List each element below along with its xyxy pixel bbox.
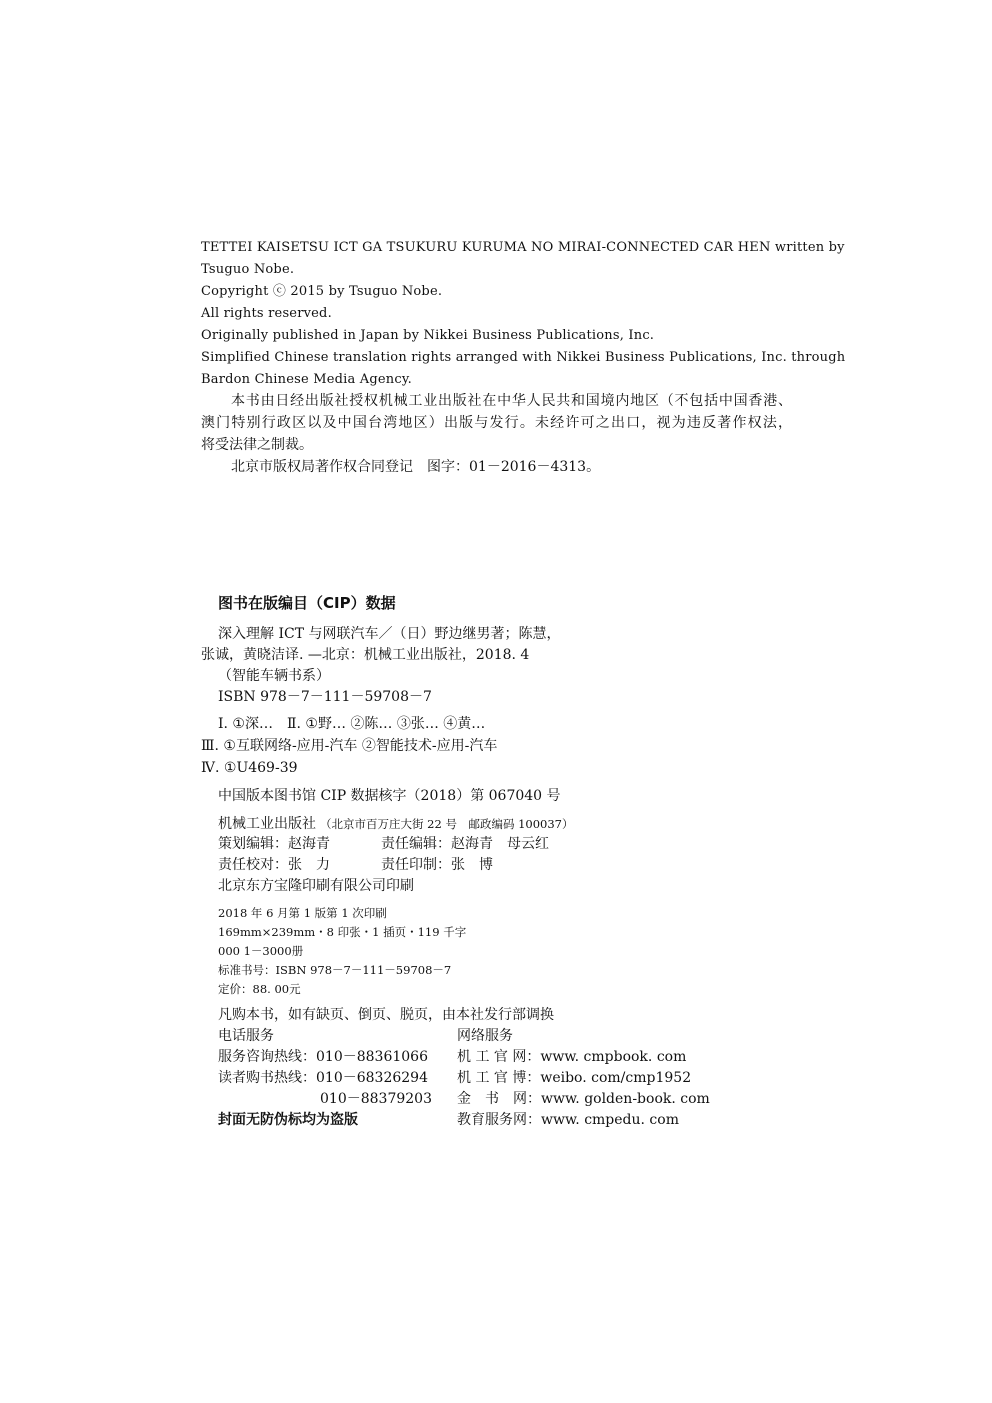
- official-website-link[interactable]: 机 工 官 网：www. cmpbook. com: [457, 1049, 687, 1065]
- license-notice-line-1: 本书由日经出版社授权机械工业出版社在中华人民共和国境内地区（不包括中国香港、: [231, 393, 792, 409]
- printer-name: 北京东方宝隆印刷有限公司印刷: [218, 878, 414, 894]
- cip-line-7: Ⅳ. ①U469-39: [201, 760, 298, 776]
- publisher-address: （北京市百万庄大街 22 号 邮政编码 100037）: [320, 817, 574, 831]
- standard-isbn: 标准书号：ISBN 978－7－111－59708－7: [218, 963, 452, 977]
- cip-data-number: 中国版本图书馆 CIP 数据核字（2018）第 067040 号: [218, 788, 561, 804]
- rights-reserved-line: All rights reserved.: [201, 306, 332, 321]
- contract-registration-line: 北京市版权局著作权合同登记 图字：01－2016－4313。: [231, 459, 601, 475]
- price: 定价：88. 00元: [218, 982, 301, 996]
- golden-book-link[interactable]: 金 书 网：www. golden-book. com: [457, 1091, 710, 1107]
- cip-isbn-line: ISBN 978－7－111－59708－7: [218, 689, 432, 705]
- purchase-hotline: 读者购书热线：010－68326294: [218, 1070, 428, 1086]
- replacement-notice: 凡购本书，如有缺页、倒页、脱页，由本社发行部调换: [218, 1007, 554, 1023]
- publisher-name: 机械工业出版社: [218, 816, 316, 832]
- agency-line: Bardon Chinese Media Agency.: [201, 372, 412, 387]
- translation-rights-line: Simplified Chinese translation rights arranged with Nikkei Business Publications, Inc. through: [201, 350, 846, 365]
- service-hotline: 服务咨询热线：010－88361066: [218, 1049, 428, 1065]
- cip-line-3: （智能车辆书系）: [218, 668, 330, 684]
- printing-supervisor: 责任印制：张 博: [381, 857, 493, 873]
- rights-line-2: Tsuguo Nobe.: [201, 262, 295, 277]
- cip-line-5: Ⅰ. ①深… Ⅱ. ①野… ②陈… ③张… ④黄…: [218, 716, 486, 732]
- cip-line-6: Ⅲ. ①互联网络-应用-汽车 ②智能技术-应用-汽车: [201, 738, 498, 754]
- responsible-editor: 责任编辑：赵海青 母云红: [381, 836, 549, 852]
- original-publisher-line: Originally published in Japan by Nikkei Business Publications, Inc.: [201, 328, 655, 343]
- copyright-line: Copyright ⓒ 2015 by Tsuguo Nobe.: [201, 284, 443, 299]
- purchase-hotline-2: 010－88379203: [320, 1091, 432, 1107]
- education-service-link[interactable]: 教育服务网：www. cmpedu. com: [457, 1112, 679, 1128]
- edition-info: 2018 年 6 月第 1 版第 1 次印刷: [218, 906, 387, 920]
- license-notice-line-3: 将受法律之制裁。: [201, 437, 313, 453]
- anti-counterfeit-notice: 封面无防伪标均为盗版: [218, 1112, 358, 1128]
- rights-line-1: TETTEI KAISETSU ICT GA TSUKURU KURUMA NO MIRAI-CONNECTED CAR HEN written by: [201, 240, 845, 255]
- license-notice-line-2: 澳门特别行政区以及中国台湾地区）出版与发行。未经许可之出口，视为违反著作权法，: [201, 415, 792, 431]
- cip-line-2: 张诚，黄晓洁译. —北京：机械工业出版社，2018. 4: [201, 647, 530, 663]
- phone-service-heading: 电话服务: [218, 1028, 274, 1044]
- web-service-heading: 网络服务: [457, 1028, 513, 1044]
- proofreader: 责任校对：张 力: [218, 857, 330, 873]
- official-weibo-link[interactable]: 机 工 官 博：weibo. com/cmp1952: [457, 1070, 692, 1086]
- cip-heading: 图书在版编目（CIP）数据: [218, 594, 396, 612]
- format-info: 169mm×239mm・8 印张・1 插页・119 千字: [218, 925, 467, 939]
- cip-line-1: 深入理解 ICT 与网联汽车／（日）野边继男著；陈慧，: [218, 626, 561, 642]
- planning-editor: 策划编辑：赵海青: [218, 836, 330, 852]
- print-run: 000 1－3000册: [218, 944, 304, 958]
